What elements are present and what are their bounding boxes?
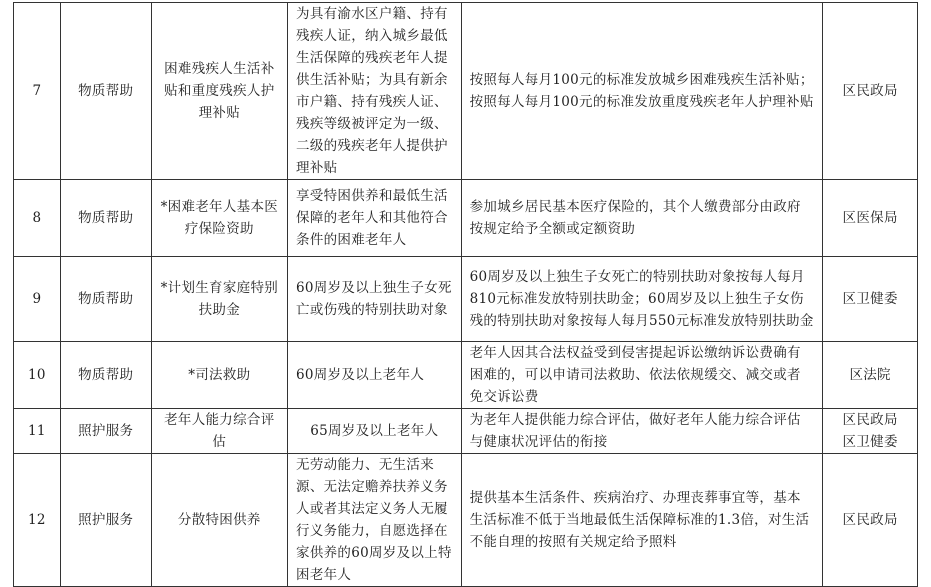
row-number: 10	[14, 342, 61, 409]
service-object: 65周岁及以上老年人	[288, 409, 462, 454]
row-number: 12	[14, 454, 61, 587]
service-item: 困难残疾人生活补贴和重度残疾人护理补贴	[151, 3, 287, 180]
service-standard: 按照每人每月100元的标准发放城乡困难残疾生活补贴；按照每人每月100元的标准发放重度残疾老年人护理补贴	[461, 3, 823, 180]
dept-name: 区法院	[849, 367, 891, 383]
service-standard: 老年人因其合法权益受到侵害提起诉讼缴纳诉讼费确有困难的，可以申请司法救助、依法依规缓交、减交或者免交诉讼费	[461, 342, 823, 409]
dept-name: 区卫健委	[842, 291, 898, 307]
service-type: 物质帮助	[60, 3, 151, 180]
service-standard: 提供基本生活条件、疾病治疗、办理丧葬事宜等，基本生活标准不低于当地最低生活保障标准的1.3倍，对生活不能自理的按照有关规定给予照料	[461, 454, 823, 587]
service-type: 照护服务	[60, 454, 151, 587]
responsible-dept	[823, 342, 918, 409]
row-number: 11	[14, 409, 61, 454]
row-number: 7	[14, 3, 61, 180]
table-row	[14, 257, 918, 342]
service-item: 分散特困供养	[151, 454, 287, 587]
service-item: *司法救助	[151, 342, 287, 409]
services-table	[13, 2, 918, 587]
service-object: 60周岁及以上老年人	[288, 342, 462, 409]
service-object: 60周岁及以上独生子女死亡或伤残的特别扶助对象	[288, 257, 462, 342]
service-standard: 参加城乡居民基本医疗保险的，其个人缴费部分由政府按规定给予全额或定额资助	[461, 180, 823, 257]
service-standard: 60周岁及以上独生子女死亡的特别扶助对象按每人每月810元标准发放特别扶助金；60周岁及以上独生子女伤残的特别扶助对象按每人每月550元标准发放特别扶助金	[461, 257, 823, 342]
service-type: 物质帮助	[60, 180, 151, 257]
service-standard: 为老年人提供能力综合评估，做好老年人能力综合评估与健康状况评估的衔接	[461, 409, 823, 454]
dept-name: 区民政局	[842, 412, 898, 428]
row-number: 9	[14, 257, 61, 342]
service-item: *计划生育家庭特别扶助金	[151, 257, 287, 342]
service-object: 为具有渝水区户籍、持有残疾人证，纳入城乡最低生活保障的残疾老年人提供生活补贴；为具有新余市户籍、持有残疾人证、残疾等级被评定为一级、二级的残疾老年人提供护理补贴	[288, 3, 462, 180]
service-object: 享受特困供养和最低生活保障的老年人和其他符合条件的困难老年人	[288, 180, 462, 257]
service-type: 照护服务	[60, 409, 151, 454]
table-row	[14, 409, 918, 454]
service-item: 老年人能力综合评估	[151, 409, 287, 454]
service-object: 无劳动能力、无生活来源、无法定赡养扶养义务人或者其法定义务人无履行义务能力，自愿选择在家供养的60周岁及以上特困老年人	[288, 454, 462, 587]
dept-name: 区民政局	[842, 83, 898, 99]
table-row	[14, 180, 918, 257]
responsible-dept	[823, 3, 918, 180]
dept-name: 区医保局	[842, 210, 898, 226]
table-row	[14, 342, 918, 409]
table-row	[14, 3, 918, 180]
row-number: 8	[14, 180, 61, 257]
service-item: *困难老年人基本医疗保险资助	[151, 180, 287, 257]
table-row	[14, 454, 918, 587]
responsible-dept	[823, 180, 918, 257]
service-type: 物质帮助	[60, 342, 151, 409]
dept-name: 区民政局	[842, 512, 898, 528]
responsible-dept	[823, 409, 918, 454]
responsible-dept	[823, 454, 918, 587]
dept-name: 区卫健委	[842, 434, 898, 450]
responsible-dept	[823, 257, 918, 342]
service-type: 物质帮助	[60, 257, 151, 342]
